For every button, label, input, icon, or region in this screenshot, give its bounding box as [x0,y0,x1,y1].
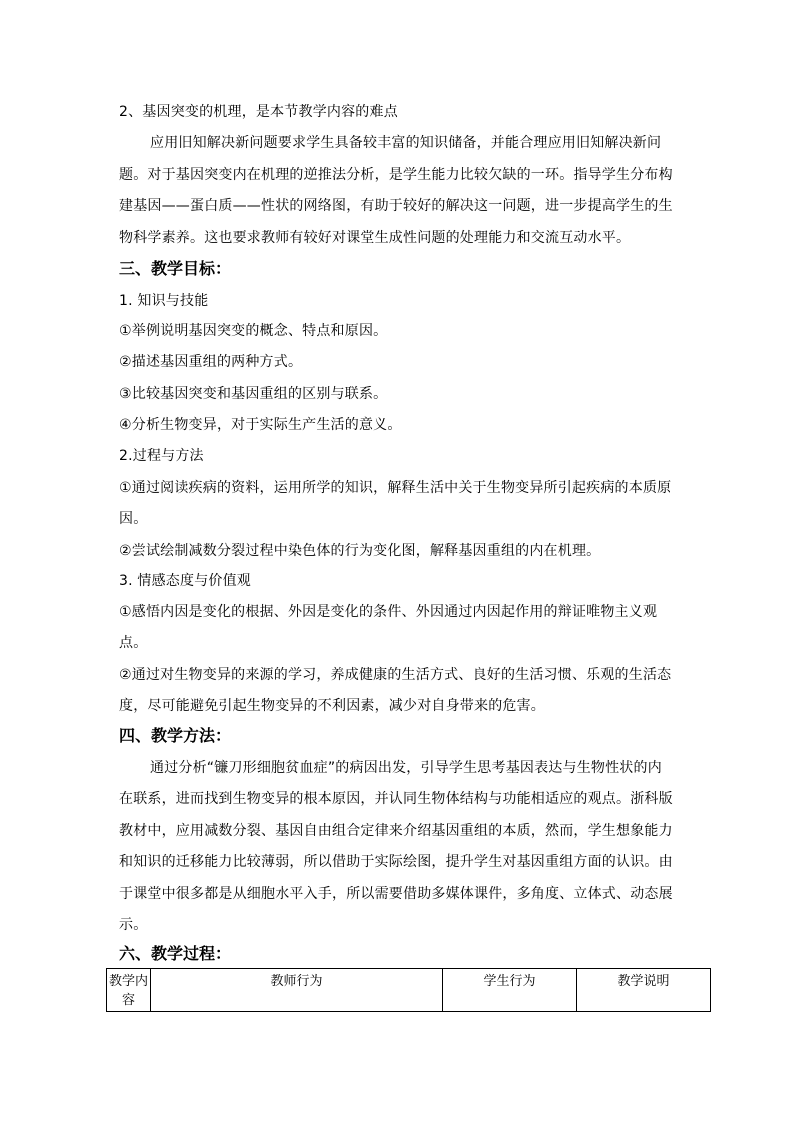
header-cell-notes: 教学说明 [577,969,711,1012]
list-item: ②描述基因重组的两种方式。 [119,354,303,370]
process-heading: 六、教学过程： [119,944,232,963]
paragraph-line: 物科学素养。这也要求教师有较好对课堂生成性问题的处理能力和交流互动水平。 [119,230,631,246]
list-item-continuation: 度，尽可能避免引起生物变异的不利因素，减少对自身带来的危害。 [119,698,545,714]
paragraph-line: 题。对于基因突变内在机理的逆推法分析，是学生能力比较欠缺的一环。指导学生分布构 [119,167,673,183]
list-item: ①感悟内因是变化的根据、外因是变化的条件、外因通过内因起作用的辩证唯物主义观 [119,604,658,620]
methods-heading: 四、教学方法： [119,726,232,745]
paragraph-line: 建基因——蛋白质——性状的网络图，有助于较好的解决这一问题，进一步提高学生的生 [119,198,673,214]
teaching-process-table [106,968,711,1012]
attitude-title: 3. 情感态度与价值观 [119,573,252,589]
list-item: ④分析生物变异，对于实际生产生活的意义。 [119,417,402,433]
header-cell-teacher: 教师行为 [151,969,443,1012]
paragraph-line: 通过分析“镰刀形细胞贫血症”的病因出发，引导学生思考基因表达与生物性状的内 [150,760,662,776]
paragraph-line: 和知识的迁移能力比较薄弱，所以借助于实际绘图，提升学生对基因重组方面的认识。由 [119,854,673,870]
paragraph-line: 应用旧知解决新问题要求学生具备较丰富的知识储备，并能合理应用旧知解决新问 [150,135,662,151]
paragraph-line: 在联系，进而找到生物变异的根本原因，并认同生物体结构与功能相适应的观点。浙科版 [119,791,673,807]
list-item-continuation: 因。 [119,511,148,527]
goals-heading: 三、教学目标： [119,259,232,278]
list-item: ②尝试绘制减数分裂过程中染色体的行为变化图，解释基因重组的内在机理。 [119,543,601,559]
table-header-row [107,969,711,1012]
list-item: ①通过阅读疾病的资料，运用所学的知识，解释生活中关于生物变异所引起疾病的本质原 [119,480,672,496]
process-title: 2.过程与方法 [119,448,204,464]
list-item-continuation: 点。 [119,635,148,651]
difficulty-title: 2、基因突变的机理，是本节教学内容的难点 [119,104,398,120]
list-item: ①举例说明基因突变的概念、特点和原因。 [119,323,388,339]
header-cell-content: 教学内容 [107,969,151,1012]
paragraph-line: 教材中，应用减数分裂、基因自由组合定律来介绍基因重组的本质，然而，学生想象能力 [119,823,673,839]
list-item: ②通过对生物变异的来源的学习，养成健康的生活方式、良好的生活习惯、乐观的生活态 [119,667,672,683]
list-item: ③比较基因突变和基因重组的区别与联系。 [119,386,388,402]
paragraph-line: 示。 [119,917,148,933]
paragraph-line: 于课堂中很多都是从细胞水平入手，所以需要借助多媒体课件，多角度、立体式、动态展 [119,886,673,902]
header-cell-student: 学生行为 [443,969,577,1012]
knowledge-title: 1. 知识与技能 [119,293,209,309]
